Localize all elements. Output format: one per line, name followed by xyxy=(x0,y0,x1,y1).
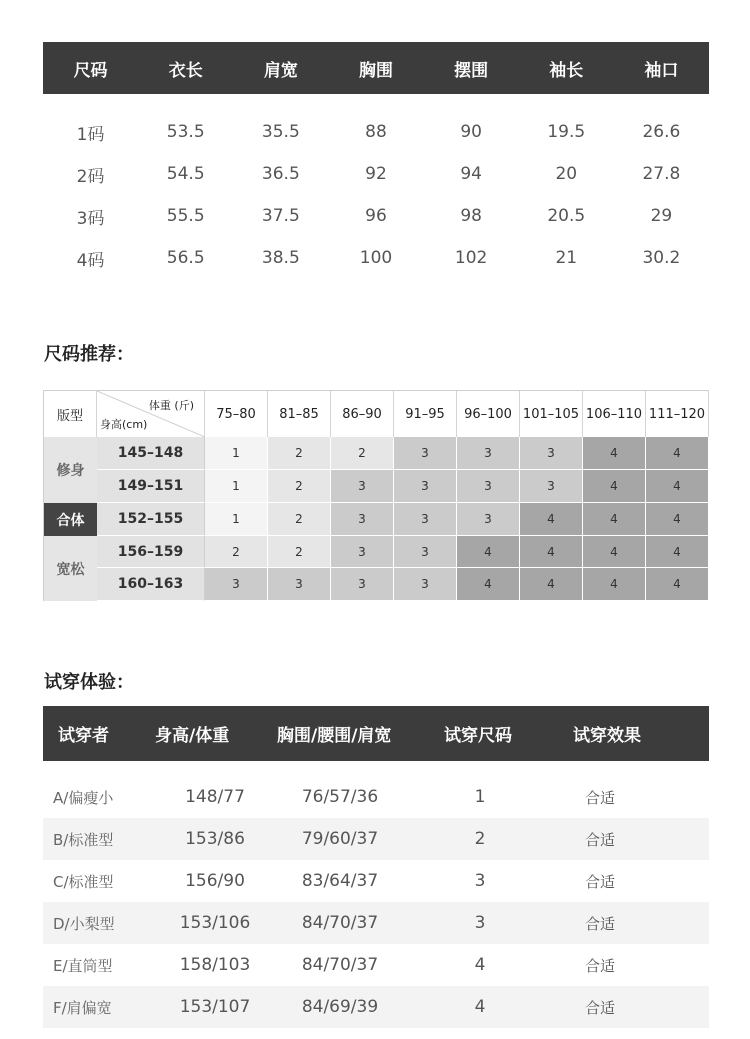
trial-table-header xyxy=(43,706,709,761)
table-cell: 4码 xyxy=(76,250,105,271)
trial-measurements-cell: 79/60/37 xyxy=(301,829,379,849)
height-range-label: 156–159 xyxy=(97,536,205,568)
recommended-size-cell: 1 xyxy=(205,503,268,536)
table-cell: 1码 xyxy=(76,124,105,145)
fit-type-2: 宽松 xyxy=(44,536,97,601)
trial-height-weight-cell: 153/106 xyxy=(179,913,251,933)
trial-tester-cell: F/肩偏宽 xyxy=(53,998,112,1017)
diagonal-header-cell xyxy=(97,391,205,437)
recommended-size-cell: 3 xyxy=(394,503,457,536)
trial-measurements-cell: 84/70/37 xyxy=(301,913,379,933)
table-cell: 100 xyxy=(359,248,393,268)
recommended-size-cell: 2 xyxy=(205,536,268,568)
trial-height-weight-cell: 153/86 xyxy=(185,829,245,849)
table-cell: 35.5 xyxy=(261,122,300,142)
trial-height-weight-cell: 156/90 xyxy=(185,871,245,891)
recommended-size-cell: 2 xyxy=(268,536,331,568)
table-cell: 90 xyxy=(460,122,482,142)
header-bust: 胸围 xyxy=(358,60,393,81)
table-row xyxy=(43,986,709,1028)
height-range-label: 149–151 xyxy=(97,470,205,503)
recommended-size-cell: 4 xyxy=(583,503,646,536)
header-tester: 试穿者 xyxy=(58,726,109,746)
recommended-size-cell: 4 xyxy=(520,503,583,536)
table-cell: 38.5 xyxy=(261,248,300,268)
weight-range-header: 86–90 xyxy=(331,391,394,437)
recommended-size-cell: 2 xyxy=(268,437,331,470)
recommended-size-cell: 4 xyxy=(583,536,646,568)
height-range-label: 152–155 xyxy=(97,503,205,536)
table-cell: 94 xyxy=(460,164,482,184)
weight-range-header: 81–85 xyxy=(268,391,331,437)
weight-range-header: 101–105 xyxy=(520,391,583,437)
trial-height-weight-cell: 148/77 xyxy=(185,787,245,807)
trial-effect-cell: 合适 xyxy=(584,998,615,1017)
trial-effect-cell: 合适 xyxy=(584,788,615,807)
header-length: 衣长 xyxy=(168,60,203,81)
trial-size-cell: 3 xyxy=(474,871,486,891)
height-axis-label: 身高(cm) xyxy=(100,418,148,431)
trial-size-cell: 3 xyxy=(474,913,486,933)
table-row xyxy=(43,237,709,279)
recommended-size-cell: 3 xyxy=(205,568,268,601)
table-cell: 102 xyxy=(454,248,488,268)
table-cell: 98 xyxy=(460,206,482,226)
header-height-weight: 身高/体重 xyxy=(155,726,230,746)
trial-title: 试穿体验： xyxy=(44,672,134,693)
recommended-size-cell: 3 xyxy=(394,470,457,503)
recommended-size-cell: 4 xyxy=(520,536,583,568)
recommended-size-cell: 1 xyxy=(205,470,268,503)
table-cell: 2码 xyxy=(76,166,105,187)
recommended-size-cell: 3 xyxy=(457,437,520,470)
table-row xyxy=(43,195,709,237)
table-cell: 55.5 xyxy=(166,206,205,226)
trial-measurements-cell: 84/70/37 xyxy=(301,955,379,975)
table-row xyxy=(43,153,709,195)
recommended-size-cell: 3 xyxy=(331,568,394,601)
table-cell: 30.2 xyxy=(642,248,681,268)
recommended-size-cell: 4 xyxy=(583,568,646,601)
recommended-size-cell: 2 xyxy=(268,503,331,536)
trial-tester-cell: D/小梨型 xyxy=(53,914,115,933)
table-cell: 26.6 xyxy=(642,122,681,142)
trial-tester-cell: E/直筒型 xyxy=(53,956,113,975)
trial-measurements-cell: 76/57/36 xyxy=(301,787,379,807)
recommended-size-cell: 3 xyxy=(457,503,520,536)
recommended-size-cell: 4 xyxy=(520,568,583,601)
recommended-size-cell: 4 xyxy=(457,536,520,568)
recommended-size-cell: 4 xyxy=(646,437,709,470)
size-table-header xyxy=(43,42,709,94)
table-cell: 54.5 xyxy=(166,164,205,184)
table-cell: 37.5 xyxy=(261,206,300,226)
weight-range-header: 96–100 xyxy=(457,391,520,437)
header-hem: 摆围 xyxy=(454,60,489,81)
height-range-label: 145–148 xyxy=(97,437,205,470)
weight-axis-label: 体重 (斤) xyxy=(148,399,194,412)
size-table-body xyxy=(43,111,709,279)
recommended-size-cell: 4 xyxy=(646,503,709,536)
table-cell: 21 xyxy=(555,248,578,268)
table-row xyxy=(43,860,709,902)
weight-range-header: 106–110 xyxy=(583,391,646,437)
recommended-size-cell: 3 xyxy=(394,536,457,568)
trial-height-weight-cell: 153/107 xyxy=(179,997,251,1017)
table-cell: 3码 xyxy=(76,208,105,229)
table-cell: 19.5 xyxy=(547,122,586,142)
header-measurements: 胸围/腰围/肩宽 xyxy=(277,726,392,746)
recommended-size-cell: 3 xyxy=(268,568,331,601)
recommended-size-cell: 4 xyxy=(646,536,709,568)
recommended-size-cell: 2 xyxy=(268,470,331,503)
weight-range-header: 75–80 xyxy=(205,391,268,437)
header-cuff: 袖口 xyxy=(644,60,679,81)
recommended-size-cell: 3 xyxy=(331,470,394,503)
trial-height-weight-cell: 158/103 xyxy=(179,955,251,975)
trial-size-cell: 4 xyxy=(474,997,486,1017)
recommended-size-cell: 3 xyxy=(394,568,457,601)
table-row xyxy=(43,944,709,986)
table-cell: 96 xyxy=(365,206,387,226)
trial-effect-cell: 合适 xyxy=(584,914,615,933)
fit-type-1: 合体 xyxy=(44,503,97,536)
trial-effect-cell: 合适 xyxy=(584,872,615,891)
trial-tester-cell: A/偏瘦小 xyxy=(53,788,114,807)
recommendation-title: 尺码推荐： xyxy=(44,344,134,365)
recommended-size-cell: 4 xyxy=(583,470,646,503)
table-cell: 20.5 xyxy=(547,206,586,226)
table-cell: 29 xyxy=(650,206,673,226)
table-row xyxy=(43,776,709,818)
recommended-size-cell: 4 xyxy=(646,470,709,503)
recommended-size-cell: 3 xyxy=(331,536,394,568)
recommended-size-cell: 3 xyxy=(394,437,457,470)
trial-tester-cell: C/标准型 xyxy=(53,872,114,891)
table-row xyxy=(43,902,709,944)
size-recommendation-grid xyxy=(43,390,709,601)
trial-tester-cell: B/标准型 xyxy=(53,830,114,849)
trial-effect-cell: 合适 xyxy=(584,956,615,975)
table-row xyxy=(43,111,709,153)
header-trial-size: 试穿尺码 xyxy=(444,726,512,746)
trial-table-body xyxy=(43,776,709,1028)
table-cell: 20 xyxy=(555,164,578,184)
table-row xyxy=(43,818,709,860)
header-size: 尺码 xyxy=(73,60,108,81)
table-cell: 36.5 xyxy=(261,164,300,184)
recommended-size-cell: 3 xyxy=(331,503,394,536)
table-cell: 53.5 xyxy=(166,122,205,142)
trial-size-cell: 2 xyxy=(474,829,486,849)
recommended-size-cell: 1 xyxy=(205,437,268,470)
recommended-size-cell: 3 xyxy=(520,470,583,503)
recommended-size-cell: 3 xyxy=(457,470,520,503)
weight-range-header: 91–95 xyxy=(394,391,457,437)
header-trial-effect: 试穿效果 xyxy=(573,726,641,746)
table-cell: 92 xyxy=(365,164,387,184)
trial-size-cell: 1 xyxy=(474,787,486,807)
header-sleeve-length: 袖长 xyxy=(549,60,584,81)
recommended-size-cell: 3 xyxy=(520,437,583,470)
fit-header: 版型 xyxy=(44,391,97,437)
height-range-label: 160–163 xyxy=(97,568,205,601)
trial-size-cell: 4 xyxy=(474,955,486,975)
recommended-size-cell: 2 xyxy=(331,437,394,470)
table-cell: 27.8 xyxy=(642,164,681,184)
recommended-size-cell: 4 xyxy=(583,437,646,470)
weight-range-header: 111–120 xyxy=(646,391,709,437)
recommended-size-cell: 4 xyxy=(457,568,520,601)
recommended-size-cell: 4 xyxy=(646,568,709,601)
table-cell: 88 xyxy=(365,122,387,142)
trial-measurements-cell: 83/64/37 xyxy=(301,871,379,891)
fit-type-0: 修身 xyxy=(44,437,97,503)
trial-effect-cell: 合适 xyxy=(584,830,615,849)
table-cell: 56.5 xyxy=(166,248,205,268)
trial-measurements-cell: 84/69/39 xyxy=(301,997,379,1017)
header-shoulder: 肩宽 xyxy=(263,60,298,81)
